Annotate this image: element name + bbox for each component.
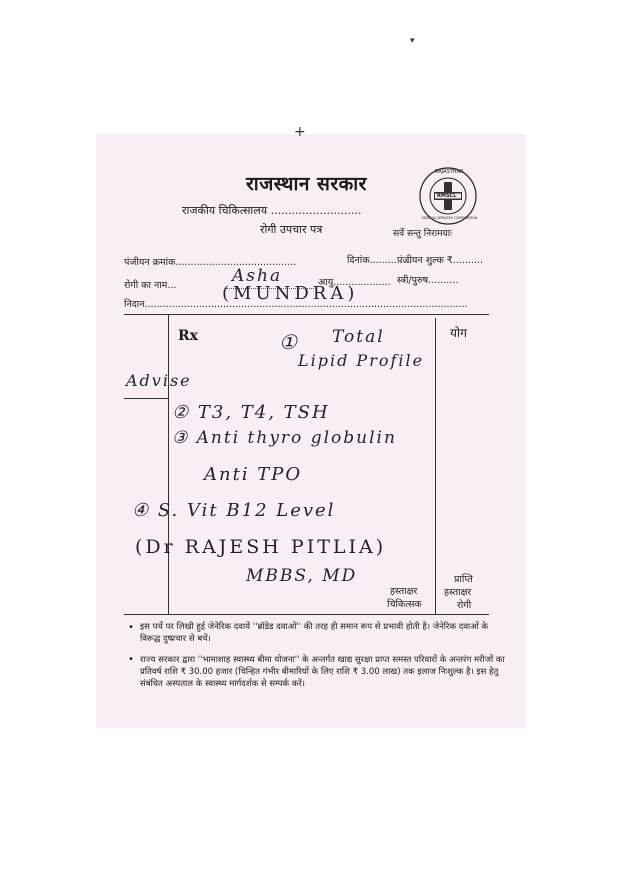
- note2-bullet: •: [128, 654, 134, 665]
- rx-left-line: [168, 314, 169, 614]
- total-header: योग: [450, 326, 467, 340]
- table-top-line: [124, 314, 489, 315]
- patient-name-field: रोगी का नाम...: [124, 280, 177, 291]
- scan-speck: ▾: [410, 36, 415, 46]
- doctor-signature-label-1: हस्ताक्षर: [390, 586, 418, 597]
- doctor-name: (Dr RAJESH PITLIA): [135, 536, 387, 558]
- advice-underline: [124, 398, 168, 399]
- advice-label: Advise: [126, 371, 192, 390]
- gender-field: स्त्री/पुरुष..........: [397, 275, 459, 286]
- generic-medicine-note: इस पर्चे पर लिखी हुई जेनेरिक दवायें ''ब्रॉडेड दवाओं'' की तरह ही समान रूप से प्रभावी होती है। जेनेरिक दवाओं के विरूद्ध दुष्प्रचार से बचें।: [140, 622, 489, 644]
- item3-test: ③ Anti thyro globulin: [172, 428, 397, 448]
- motto: सर्वे सन्तु निरामयाः: [393, 229, 452, 239]
- table-bottom-line: [124, 614, 489, 615]
- item2-test: ② T3, T4, TSH: [172, 402, 330, 423]
- rmscl-logo: [418, 166, 478, 226]
- health-insurance-note: राज्य सरकार द्वारा ''भामाशाह स्वास्थ्य बीमा योजना'' के अन्तर्गत खाद्य सुरक्षा प्राप्त समस्त परिवारों के अन्तरंग मरीजों का प्रतिवर्ष राशि ₹ 30.00 हजार (चिन्हित गंभीर बीमारियों के लिए राशि ₹ 3.00 लाख) तक इलाज निःशुल्क है। इस हेतु संबंधित अस्पताल के स्वास्थ्य मार्गदर्शक से सम्पर्क करें।: [140, 655, 505, 689]
- logo-text-top: RAJASTHAN: [435, 169, 464, 175]
- patient-place-handwritten: (MUNDRA): [222, 283, 359, 304]
- hospital-label: राजकीय चिकित्सालय ..........................: [182, 204, 362, 217]
- item3-test-cont: Anti TPO: [204, 464, 303, 485]
- item4-test: ④ S. Vit B12 Level: [132, 500, 336, 521]
- logo-text-mid: RMSCL: [437, 193, 457, 199]
- form-name: रोगी उपचार पत्र: [260, 223, 323, 236]
- age-field: आयु...................: [318, 277, 391, 288]
- patient-received-label-1: प्राप्ति: [454, 574, 473, 585]
- item1-test: Total: [332, 327, 385, 347]
- patient-received-label-2: हस्ताक्षर: [444, 587, 472, 598]
- doctor-signature-label-2: चिकित्सक: [387, 599, 422, 610]
- item1-number: ①: [279, 330, 297, 354]
- date-field: दिनांक..............: [347, 255, 412, 266]
- registration-number-field: पंजीयन क्रमांक........................................: [124, 257, 297, 268]
- item1-test-cont: Lipid Profile: [298, 351, 425, 370]
- total-left-line: [435, 318, 436, 614]
- doctor-degree: MBBS, MD: [246, 566, 358, 586]
- logo-text-ring: MEDICAL SERVICES CORPORATION: [422, 216, 478, 220]
- rx-header: Rx: [178, 328, 198, 344]
- page-title: राजस्थान सरकार: [246, 173, 367, 195]
- patient-received-label-3: रोगी: [457, 600, 472, 611]
- diagnosis-field: निदान...........................................................................................................: [124, 299, 468, 310]
- patient-name-handwritten: Asha: [232, 266, 283, 286]
- registration-mark: +: [294, 124, 306, 140]
- registration-fee-field: पंजीयन शुल्क ₹..........: [397, 255, 484, 266]
- note1-bullet: •: [128, 622, 134, 633]
